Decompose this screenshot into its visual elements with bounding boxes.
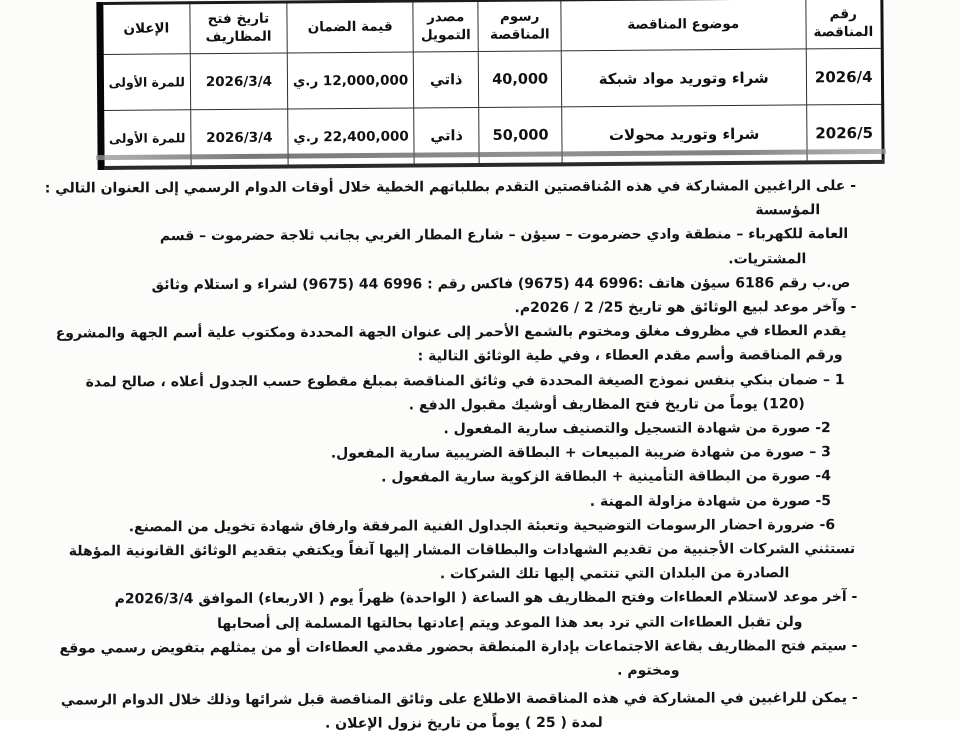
body-line: (120) يوماً من تاريخ فتح المظاريف أوشيك مقبول الدفع . (408, 395, 805, 414)
tender-table (96, 0, 884, 170)
col-header-announcement: الإعلان (100, 3, 190, 55)
cell-guarantee-value: 12,000,000 ر.ي (287, 52, 413, 109)
body-line: ومختوم . (617, 662, 680, 679)
submission-deadline-line: - آخر موعد لاستلام العطاءات وفتح المظاريف هو الساعة ( الواحدة) ظهراً يوم ( الاربعاء) الموافق 2026/3/4م (114, 589, 858, 608)
clipped-bottom-line: لمدة ( 25 ) يوماً من تاريخ نزول الإعلان . (324, 715, 603, 733)
cell-funding-source: ذاتي (414, 107, 480, 165)
requirement-6-line: 6- ضرورة احضار الرسومات التوضيحية وتعبئة الجداول الفنية المرفقة وارفاق شهادة تخويل من المصنع. (128, 516, 836, 536)
cell-announcement: للمرة الأولى (100, 54, 190, 111)
contact-prefix: ص.ب رقم 6186 سيؤن هاتف : (637, 274, 851, 292)
body-line: ولن تقبل العطاءات التي ترد بعد هذا الموعد ويتم إعادتها بحالتها المسلمة إلى أصحابها (217, 613, 803, 632)
contact-line (58, 271, 856, 298)
cell-announcement: للمرة الأولى (101, 110, 191, 168)
cell-tender-number: 2026/4 (806, 48, 883, 105)
cell-tender-number: 2026/5 (806, 104, 883, 162)
fax-label: فاكس رقم : (422, 275, 518, 293)
col-header-tender-number: رقم المناقصة (805, 0, 882, 49)
body-line-participation: - على الراغبين المشاركة في هذه المُناقصتين التقدم بطلباتهم الخطية خلال أوقات الدوام الرسمي إلى العنوان التالي : (44, 177, 857, 197)
requirement-5-line: 5- صورة من شهادة مزاولة المهنة . (589, 492, 832, 510)
tender-table-wrapper (96, 0, 884, 170)
sale-deadline-line: - وآخر موعد لبيع الوثائق هو تاريخ 25/ 2 / 2026م. (514, 299, 857, 317)
cell-fees: 50,000 (479, 107, 562, 165)
cell-opening-date: 2026/3/4 (190, 109, 288, 167)
cell-opening-date: 2026/3/4 (190, 53, 288, 110)
fax-number: (9675) 44 6996 (302, 276, 423, 293)
table-header-row (100, 0, 882, 54)
contact-suffix: لشراء و استلام وثائق (151, 276, 303, 294)
phone-number: (9675) 44 6996 (517, 275, 638, 292)
col-header-guarantee-value: قيمة الضمان (287, 1, 413, 53)
body-line: المؤسسة (755, 202, 821, 219)
body-line: ورقم المناقصة وأسم مقدم العطاء ، وفي طية الوثائق التالية : (417, 347, 843, 365)
requirement-4-line: 4- صورة من البطاقة التأمينية + البطاقة الزكوية سارية المفعول . (381, 468, 831, 486)
cell-funding-source: ذاتي (413, 52, 479, 109)
cell-guarantee-value: 22,400,000 ر.ي (288, 108, 414, 166)
body-line: المشتريات. (728, 250, 807, 268)
opening-location-line: - سيتم فتح المظاريف بقاعة الاجتماعات بإدارة المنطقة بحضور مقدمي العطاءات أو من يمثلهم بتفويض رسمي موقع (59, 637, 858, 657)
table-row (100, 48, 882, 110)
col-header-opening-date: تاريخ فتح المظاريف (189, 2, 287, 54)
body-line: الصادرة من البلدان التي تنتمي إليها تلك الشركات . (439, 565, 790, 583)
body-line: تستثني الشركات الأجنبية من تقديم الشهادات والبطاقات المشار إليها آنفاً ويكتفي بتقديم الوثائق القانونية المؤهلة (68, 541, 856, 560)
cell-fees: 40,000 (479, 51, 562, 108)
requirement-1-line: 1 – ضمان بنكي بنفس نموذج الصيغة المحددة في وثائق المناقصة بمبلغ مقطوع حسب الجدول أعلاه ، صالح لمدة (85, 371, 845, 391)
cell-subject: شراء وتوريد مواد شبكة (561, 49, 806, 107)
col-header-subject: موضوع المناقصة (561, 0, 806, 51)
col-header-fees: رسوم المناقصة (478, 0, 561, 52)
col-header-funding-source: مصدر التمويل (413, 1, 479, 53)
requirement-2-line: 2- صورة من شهادة التسجيل والتصنيف سارية المفعول . (443, 420, 831, 438)
cell-subject: شراء وتوريد محولات (562, 105, 807, 164)
address-line: العامة للكهرباء – منطقة وادي حضرموت – سيؤن – شارع المطار الغربي بجانب ثلاجة حضرموت – قسم (159, 226, 849, 245)
tender-terms-text (44, 174, 858, 737)
review-documents-line: - يمكن للراغبين في المشاركة في هذه المناقصة الاطلاع على وثائق المناقصة قبل شرائها وذلك خلال الدوام الرسمي (60, 690, 858, 709)
body-line: يقدم العطاء في مظروف مغلق ومختوم بالشمع الأحمر إلى عنوان الجهة المحددة ومكتوب علية أسم الجهة والمشروع (55, 323, 847, 342)
requirement-3-line: 3 – صورة من شهادة ضريبة المبيعات + البطاقة الضريبية سارية المفعول. (330, 444, 831, 462)
